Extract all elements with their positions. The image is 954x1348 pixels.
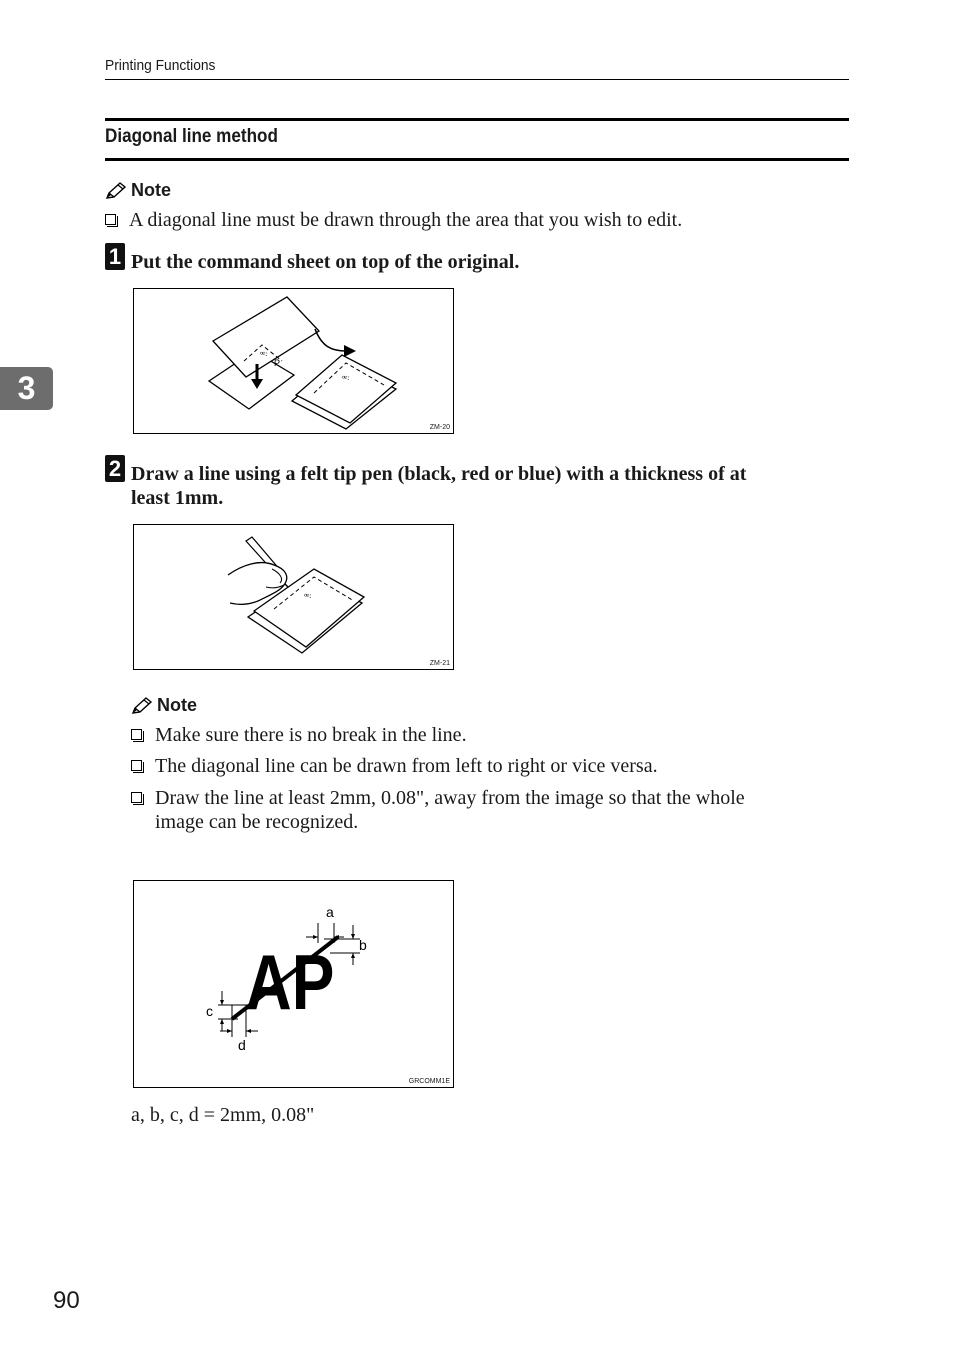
- figure-command-sheet-on-original: [133, 288, 454, 434]
- label-b: b: [359, 937, 367, 953]
- sheets-illustration: [134, 289, 453, 433]
- step-2-text: [131, 462, 849, 510]
- note-heading: [131, 695, 197, 716]
- label-a: a: [326, 904, 334, 920]
- header-rule: [105, 79, 849, 80]
- step-number-2: 2: [105, 455, 125, 482]
- figure-caption: a, b, c, d = 2mm, 0.08": [131, 1104, 315, 1126]
- step-number-1: 1: [105, 243, 125, 270]
- chapter-tab: 3: [0, 367, 53, 410]
- pen-drawing-illustration: [134, 525, 453, 669]
- checkbox-bullet-icon: [131, 729, 142, 740]
- label-d: d: [238, 1037, 246, 1053]
- ap-diagram: [134, 881, 453, 1087]
- figure-code: ZM-20: [429, 424, 450, 431]
- step-2-text-line-2: least 1mm.: [131, 487, 224, 509]
- step-2-text-line-1: Draw a line using a felt tip pen (black, red or blue) with a thickness of at: [131, 463, 747, 485]
- note-item: [131, 754, 849, 778]
- section-title: Diagonal line method: [105, 126, 278, 147]
- checkbox-bullet-icon: [105, 214, 116, 225]
- pencil-icon: [131, 697, 153, 715]
- note-item-text: A diagonal line must be drawn through the area that you wish to edit.: [129, 209, 683, 231]
- note-item-line-1: Draw the line at least 2mm, 0.08", away from the image so that the whole: [155, 787, 745, 809]
- svg-text:ꟹ꞉: ꟹ꞉: [304, 592, 312, 601]
- note-item: [131, 723, 849, 747]
- note-item-line-2: image can be recognized.: [155, 811, 359, 833]
- note-item: [131, 786, 851, 834]
- note-label: Note: [131, 180, 171, 200]
- note-heading: [105, 180, 171, 201]
- checkbox-bullet-icon: [131, 760, 142, 771]
- note-item-text: [155, 786, 745, 834]
- note-item: [105, 208, 849, 232]
- section-rule-top: [105, 118, 849, 121]
- svg-text:ꟹ꞉: ꟹ꞉: [342, 374, 350, 383]
- svg-text:P: P: [274, 358, 281, 368]
- note-item-text: Make sure there is no break in the line.: [155, 724, 467, 746]
- running-header: Printing Functions: [105, 57, 216, 74]
- svg-text:ꟹ꞉: ꟹ꞉: [260, 350, 268, 359]
- label-c: c: [206, 1003, 213, 1019]
- figure-code: GRCOMM1E: [408, 1078, 450, 1085]
- figure-code: ZM-21: [429, 660, 450, 667]
- ap-letters: AP: [245, 939, 335, 1027]
- section-rule-bottom: [105, 158, 849, 161]
- pencil-icon: [105, 182, 127, 200]
- note-item-text: The diagonal line can be drawn from left to right or vice versa.: [155, 755, 658, 777]
- figure-drawing-line: [133, 524, 454, 670]
- figure-line-distance: [133, 880, 454, 1088]
- checkbox-bullet-icon: [131, 792, 142, 803]
- step-1-text: Put the command sheet on top of the original.: [131, 251, 520, 273]
- note-label: Note: [157, 695, 197, 715]
- page-number: 90: [53, 1287, 80, 1314]
